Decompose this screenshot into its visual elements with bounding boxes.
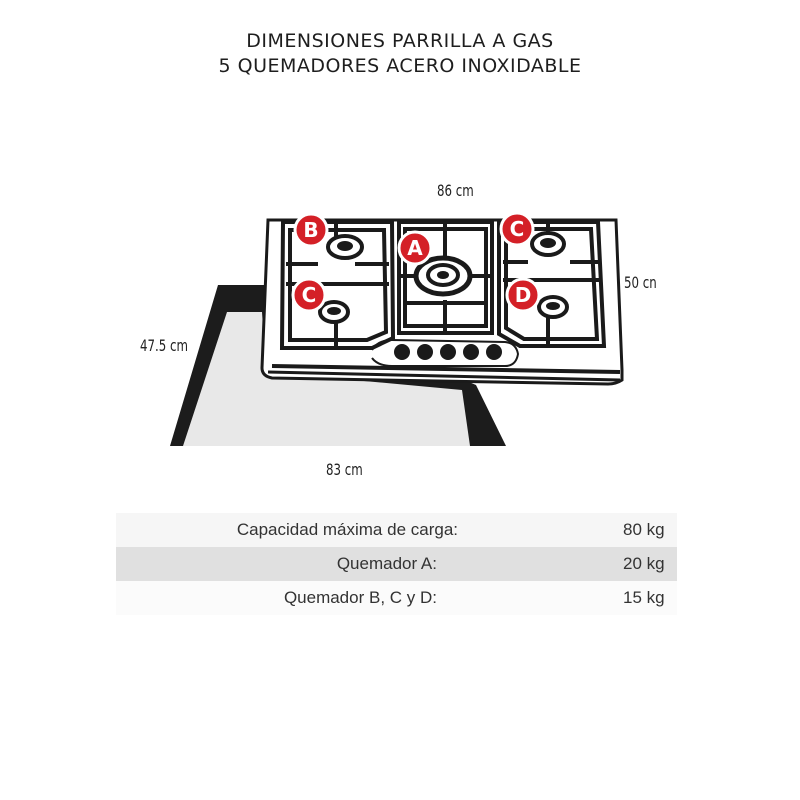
spec-row-burner-a (116, 547, 677, 581)
badge-c-top-label: C (509, 217, 525, 241)
cutout-depth-label: 47.5 cm (140, 336, 189, 355)
badge-c-top (501, 213, 533, 245)
spec-value: 80 kg (623, 520, 665, 539)
title-line-1: DIMENSIONES PARRILLA A GAS (246, 30, 554, 52)
knob-3 (440, 344, 456, 360)
spec-row-burner-bcd (116, 581, 677, 615)
badge-d-label: D (514, 283, 532, 307)
knob-1 (394, 344, 410, 360)
knob-2 (417, 344, 433, 360)
badge-a (399, 232, 431, 264)
title-line-2: 5 QUEMADORES ACERO INOXIDABLE (218, 55, 582, 77)
spec-value: 15 kg (623, 588, 665, 607)
spec-value: 20 kg (623, 554, 665, 573)
badge-c-bottom (293, 279, 325, 311)
cutout-width-label: 83 cm (326, 460, 363, 479)
burner-a-center (416, 258, 470, 294)
badge-b (295, 214, 327, 246)
badge-d (507, 279, 539, 311)
spec-label: Quemador A: (336, 554, 437, 573)
spec-row-max-load (116, 513, 677, 547)
top-width-label: 86 cm (437, 181, 474, 200)
burner-c-top-right (532, 233, 564, 255)
burner-c-bottom-left (320, 302, 348, 322)
knob-4 (463, 344, 479, 360)
badge-b-label: B (303, 218, 319, 242)
badge-c-bottom-label: C (301, 283, 317, 307)
burner-b-top-left (328, 236, 362, 258)
spec-label: Capacidad máxima de carga: (236, 520, 458, 539)
badge-a-label: A (407, 236, 423, 260)
spec-label: Quemador B, C y D: (283, 588, 437, 607)
spec-table (116, 513, 677, 615)
top-depth-label: 50 cn (624, 273, 657, 292)
burner-d-bottom-right (539, 297, 567, 317)
knob-5 (486, 344, 502, 360)
